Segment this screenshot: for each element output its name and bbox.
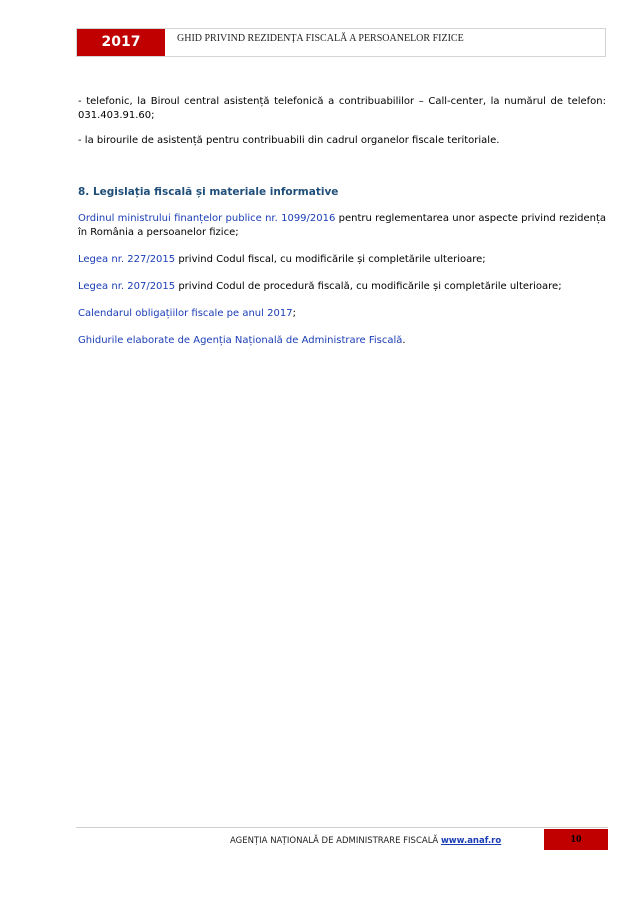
footer-agency: [230, 836, 501, 846]
legislation-item-procedure-code: [78, 280, 606, 294]
section-heading: 8. Legislația fiscală și materiale informative: [78, 186, 339, 198]
anaf-guides-link[interactable]: Ghidurile elaborate de Agenția Națională de Administrare Fiscală: [78, 335, 403, 346]
legislation-item-calendar: [78, 307, 606, 321]
law-227-description: privind Codul fiscal, cu modificările și completările ulterioare;: [175, 254, 486, 265]
page-content: [78, 95, 606, 348]
footer-divider: [76, 827, 608, 828]
fiscal-calendar-link[interactable]: Calendarul obligațiilor fiscale pe anul 2017: [78, 308, 293, 319]
footer-agency-name: AGENȚIA NAȚIONALĂ DE ADMINISTRARE FISCALĂ: [230, 836, 441, 846]
fiscal-calendar-suffix: ;: [292, 308, 296, 319]
law-227-link[interactable]: Legea nr. 227/2015: [78, 254, 176, 265]
order-1099-description: pentru reglementarea unor aspecte privind rezidența în România a persoanelor fizice;: [78, 213, 607, 238]
footer-website-link[interactable]: www.anaf.ro: [440, 836, 502, 846]
header-title: GHID PRIVIND REZIDENȚA FISCALĂ A PERSOANELOR FIZICE: [177, 33, 464, 44]
law-207-description: privind Codul de procedură fiscală, cu modificările și completările ulterioare;: [175, 281, 562, 292]
contact-offices-paragraph: - la birourile de asistență pentru contribuabili din cadrul organelor fiscale teritoriale.: [78, 135, 500, 146]
order-1099-link[interactable]: Ordinul ministrului finanțelor publice nr. 1099/2016: [78, 213, 336, 224]
year-badge: 2017: [77, 29, 165, 56]
legislation-item-fiscal-code: [78, 253, 606, 267]
legislation-item-order: [78, 212, 606, 240]
law-207-link[interactable]: Legea nr. 207/2015: [78, 281, 176, 292]
contact-phone-paragraph: - telefonic, la Biroul central asistență telefonică a contribuabililor – Call-center, la numărul de telefon: 031.403.91.60;: [78, 96, 606, 121]
page-header: [76, 28, 606, 57]
page-number-badge: 10: [544, 829, 608, 850]
legislation-item-guides: [78, 334, 606, 348]
anaf-guides-suffix: .: [402, 335, 406, 346]
